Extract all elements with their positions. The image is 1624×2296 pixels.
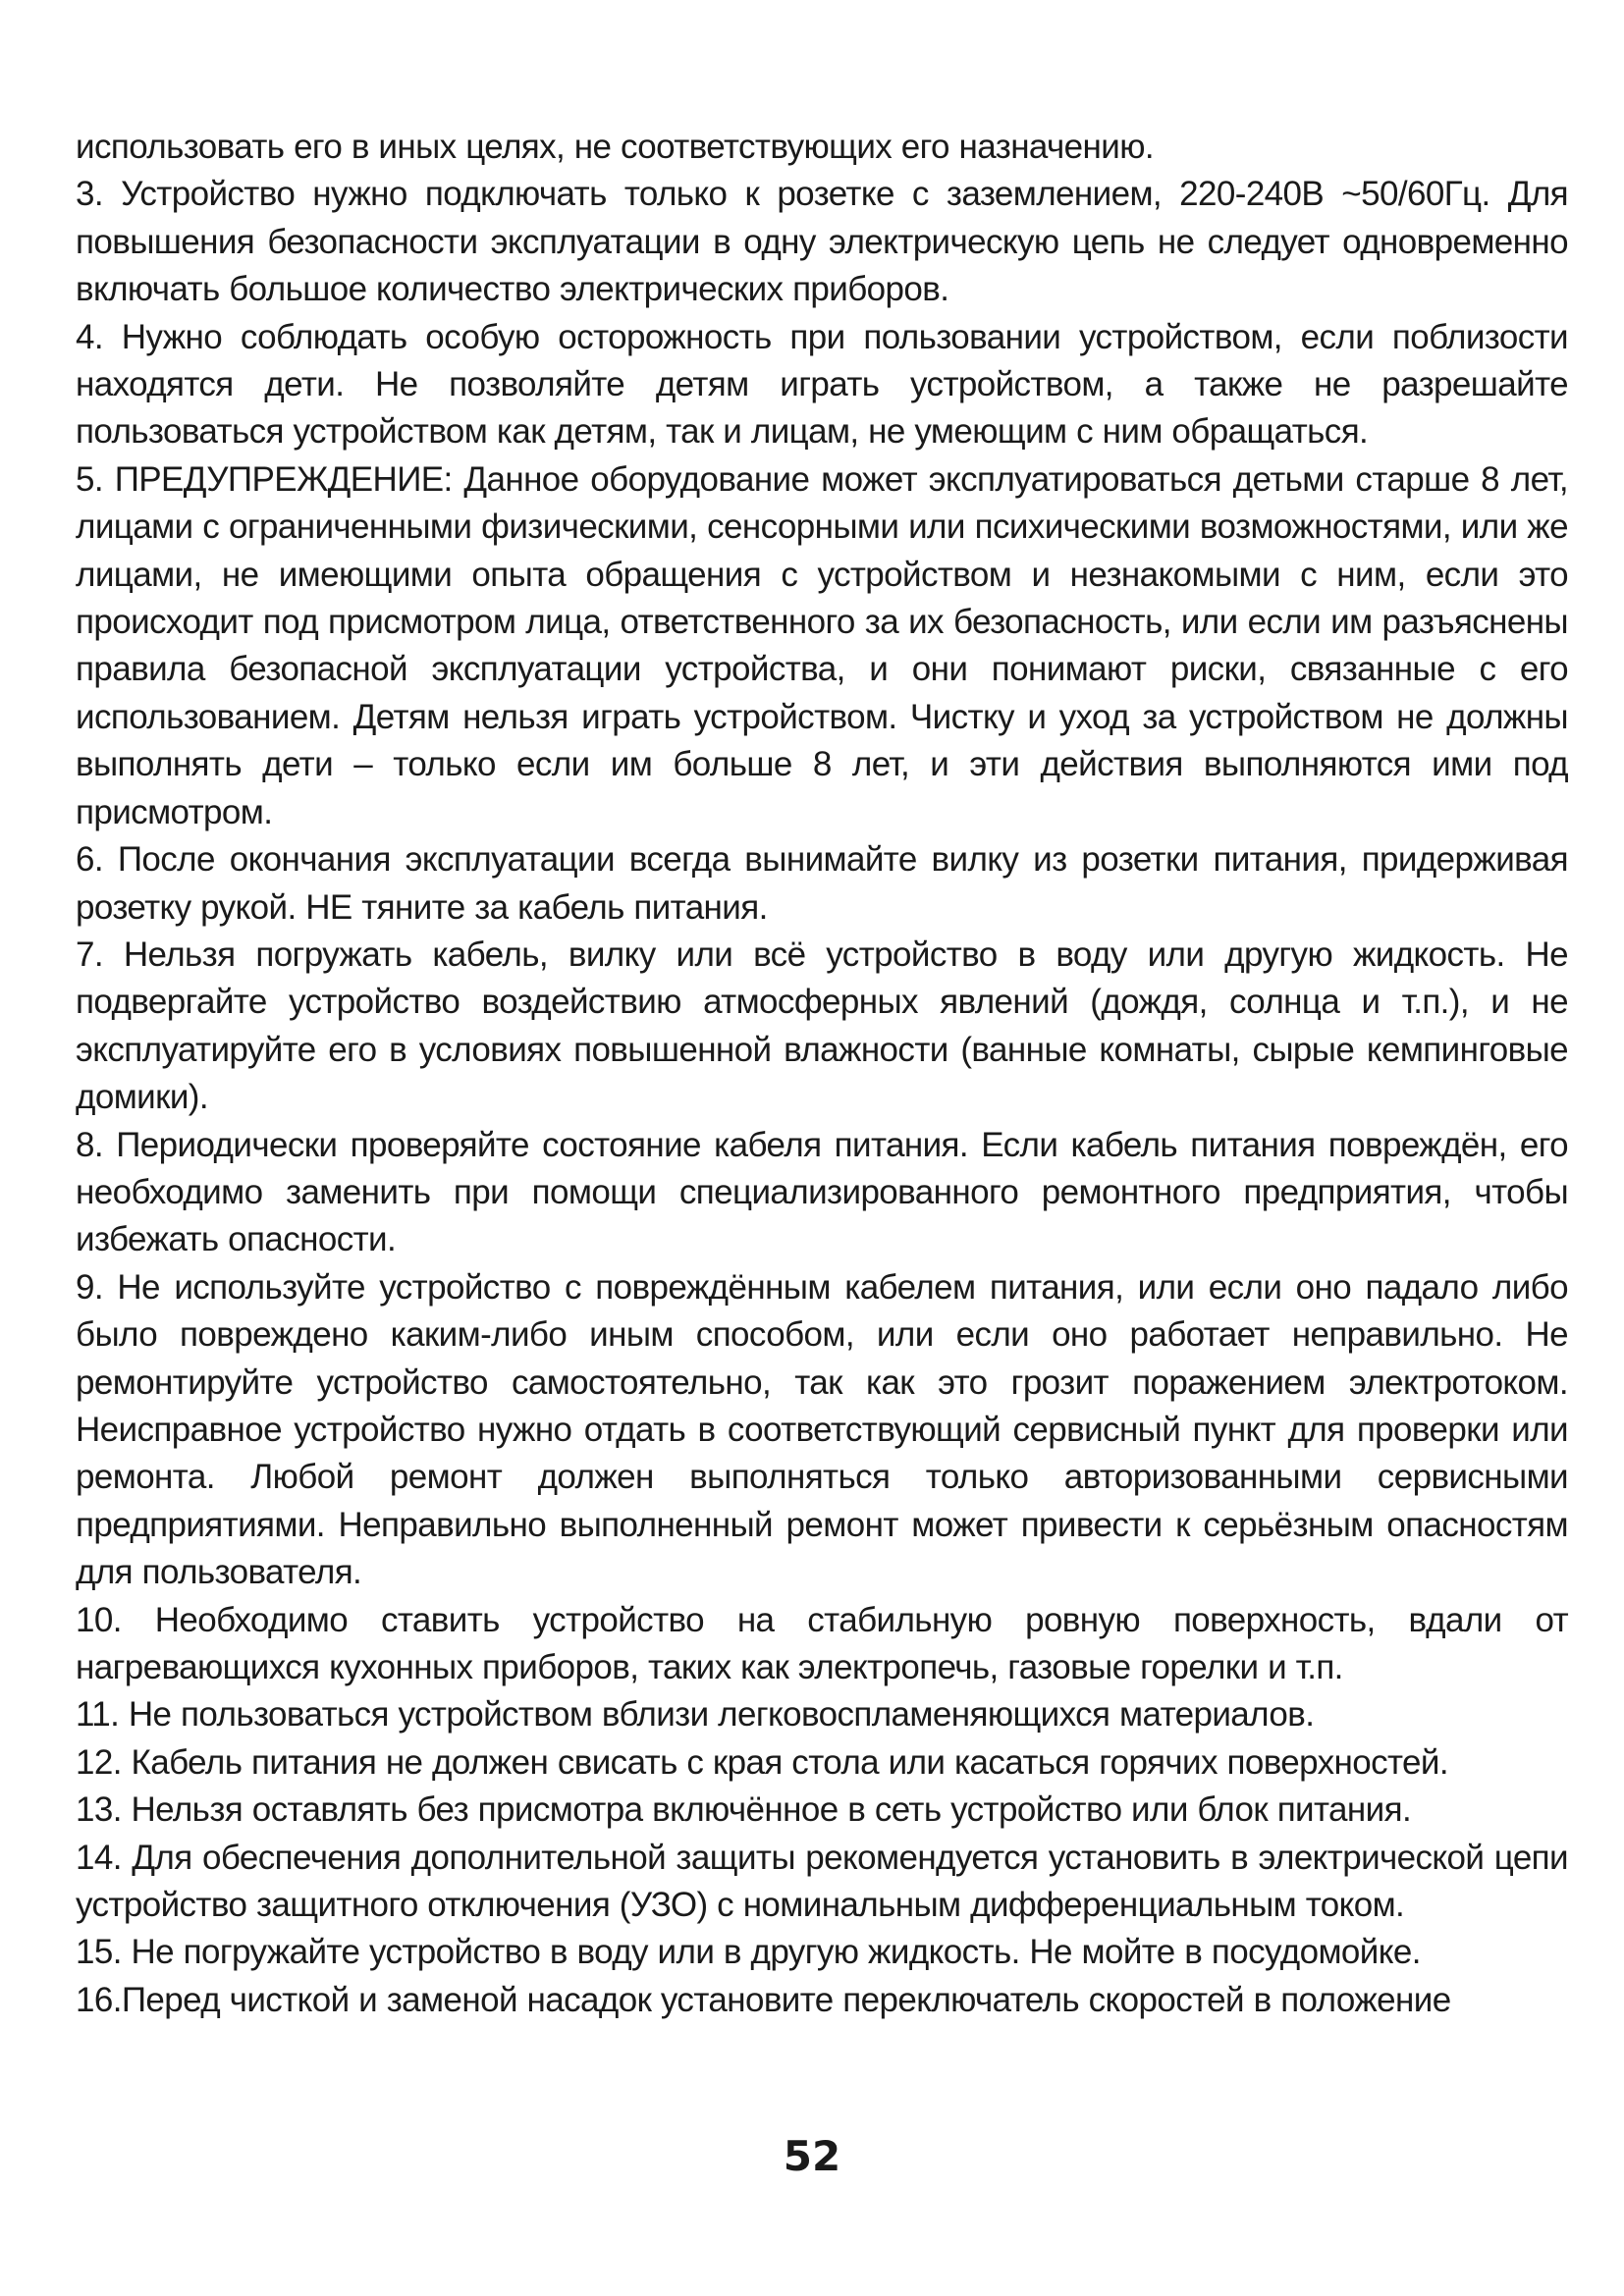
paragraph-item-10: 10. Необходимо ставить устройство на стабильную ровную поверхность, вдали от нагревающихся кухонных приборов, таких как электропечь, газовые горелки и т.п. [76, 1600, 1568, 1686]
paragraph-item-12: 12. Кабель питания не должен свисать с края стола или касаться горячих поверхностей. [76, 1742, 1449, 1782]
paragraph-item-16: 16.Перед чисткой и заменой насадок установите переключатель скоростей в положение [76, 1980, 1451, 2019]
paragraph-item-3: 3. Устройство нужно подключать только к розетке с заземлением, 220-240В ~50/60Гц. Для повышения безопасности эксплуатации в одну электрическую цепь не следует одновременно включать большое количество электрических приборов. [76, 175, 1568, 309]
paragraph-item-9: 9. Не используйте устройство с повреждённым кабелем питания, или если оно падало либо было повреждено каким-либо иным способом, или если оно работает неправильно. Не ремонтируйте устройство самостоятельно, так как это грозит поражением электротоком. Неисправное устройство нужно отдать в соответствующий сервисный пункт для проверки или ремонта. Любой ремонт должен выполняться только авторизованными сервисными предприятиями. Неправильно выполненный ремонт может привести к серьёзным опасностям для пользователя. [76, 1267, 1568, 1592]
paragraph-continuation: использовать его в иных целях, не соответствующих его назначению. [76, 128, 1154, 166]
page-number: 52 [783, 2132, 841, 2180]
page-body [76, 124, 1568, 2024]
paragraph-item-7: 7. Нельзя погружать кабель, вилку или всё устройство в воду или другую жидкость. Не подвергайте устройство воздействию атмосферных явлений (дождя, солнца и т.п.), и не эксплуатируйте его в условиях повышенной влажности (ванные комнаты, сырые кемпинговые домики). [76, 934, 1568, 1117]
paragraph-item-14: 14. Для обеспечения дополнительной защиты рекомендуется установить в электрической цепи устройство защитного отключения (УЗО) с номинальным дифференциальным током. [76, 1838, 1568, 1925]
paragraph-item-6: 6. После окончания эксплуатации всегда вынимайте вилку из розетки питания, придерживая розетку рукой. НЕ тяните за кабель питания. [76, 840, 1568, 927]
paragraph-item-5: 5. ПРЕДУПРЕЖДЕНИЕ: Данное оборудование может эксплуатироваться детьми старше 8 лет, лицами с ограниченными физическими, сенсорными или психическими возможностями, или же лицами, не имеющими опыта обращения с устройством и незнакомыми с ним, если это происходит под присмотром лица, ответственного за их безопасность, или если им разъяснены правила безопасной эксплуатации устройства, и они понимают риски, связанные с его использованием. Детям нельзя играть устройством. Чистку и уход за устройством не должны выполнять дети – только если им больше 8 лет, и эти действия выполняются ими под присмотром. [76, 459, 1568, 831]
paragraph-item-15: 15. Не погружайте устройство в воду или в другую жидкость. Не мойте в посудомойке. [76, 1933, 1421, 1972]
paragraph-item-13: 13. Нельзя оставлять без присмотра включённое в сеть устройство или блок питания. [76, 1790, 1412, 1830]
paragraph-item-8: 8. Периодически проверяйте состояние кабеля питания. Если кабель питания повреждён, его необходимо заменить при помощи специализированного ремонтного предприятия, чтобы избежать опасности. [76, 1125, 1568, 1259]
paragraph-item-4: 4. Нужно соблюдать особую осторожность при пользовании устройством, если поблизости находятся дети. Не позволяйте детям играть устройством, а также не разрешайте пользоваться устройством как детям, так и лицам, не умеющим с ним обращаться. [76, 317, 1568, 452]
paragraph-item-11: 11. Не пользоваться устройством вблизи легковоспламеняющихся материалов. [76, 1695, 1315, 1735]
